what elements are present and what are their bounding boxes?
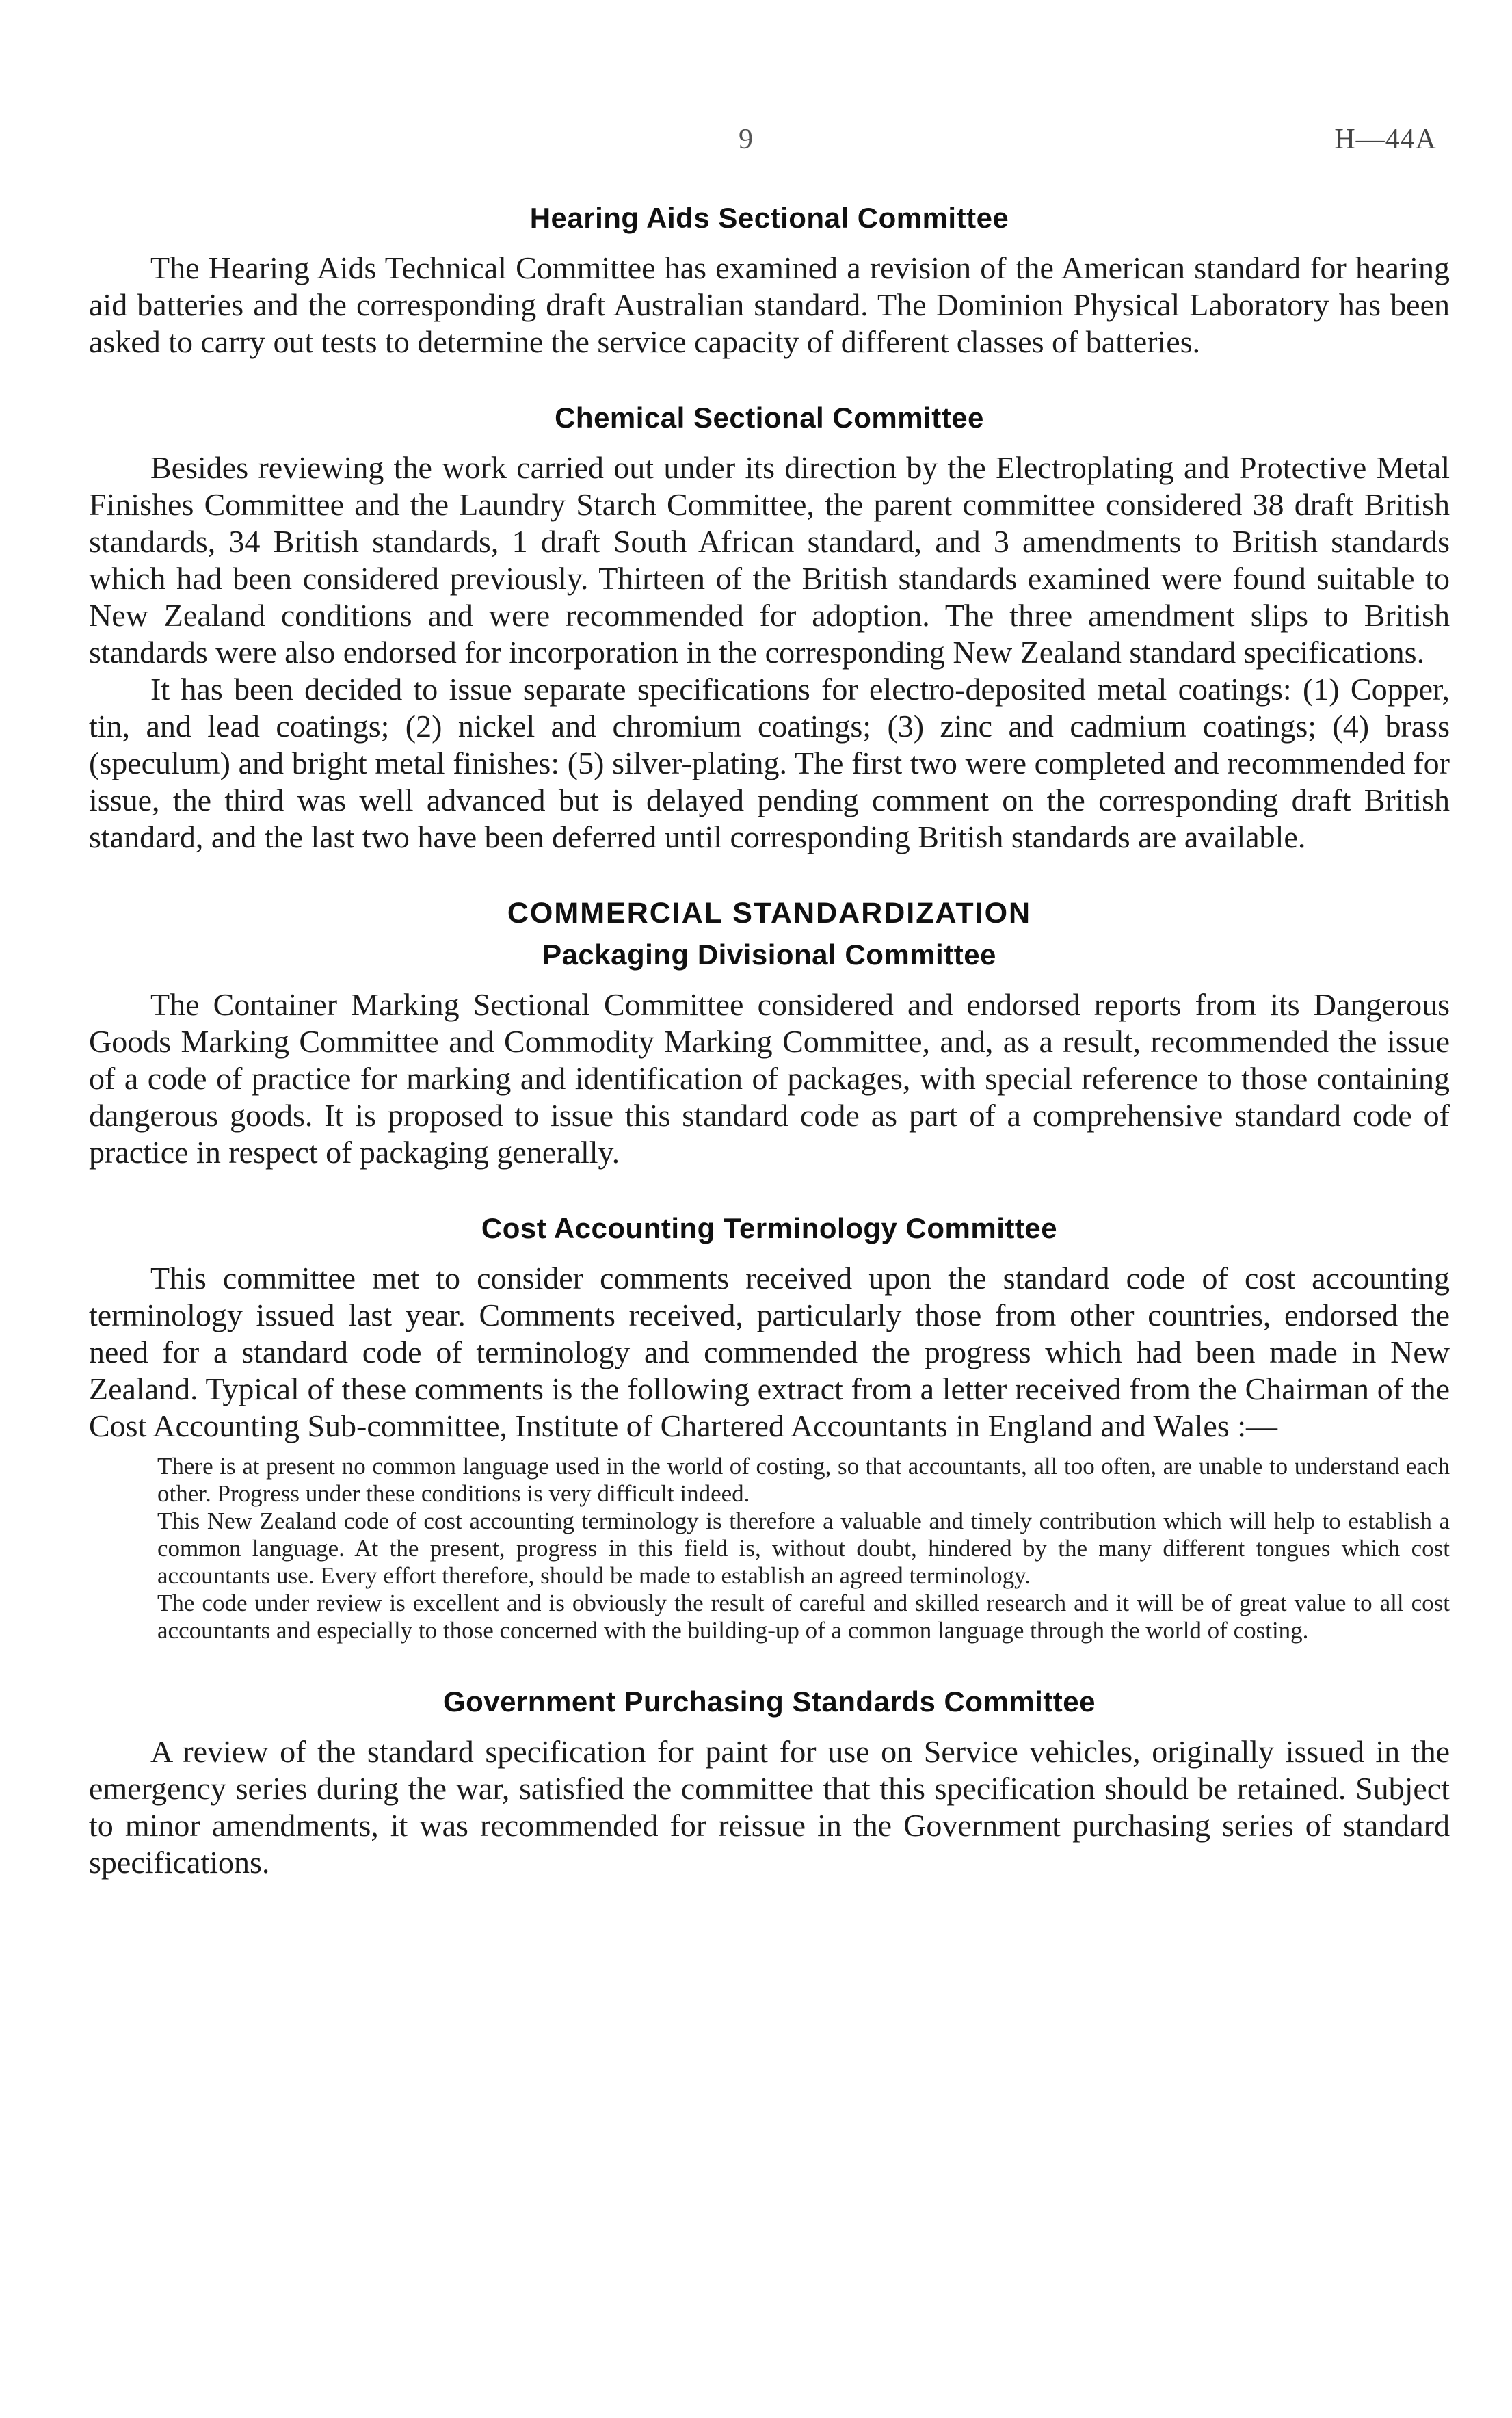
paragraph: It has been decided to issue separate specifications for electro-deposited metal coatings: (1) Copper, tin, and lead coatings; (2) nickel and chromium coatings; (3) zinc and cadmium coatings; (4) brass (speculum) and bright metal finishes: (5) silver-plating. The first two were completed and recommended for issue, the third was well advanced but is delayed pending comment on the corresponding draft British standard, and the last two have been deferred until corresponding British standards are available. [89,672,1450,854]
quoted-extract: This New Zealand code of cost accounting terminology is therefore a valuable and timely contribution which will help to establish a common language. At the present, progress in this field is, without doubt, hindered by the many different tongues which cost accountants use. Every effort therefore, should be made to establish an agreed terminology. [157,1508,1450,1589]
document-reference: H—44A [1334,124,1437,155]
section-heading-chemical: Chemical Sectional Committee [555,402,984,434]
paragraph: Besides reviewing the work carried out under its direction by the Electroplating and Protective Metal Finishes Committee and the Laundry Starch Committee, the parent committee considered 38 draft British standards, 34 British standards, 1 draft South African standard, and 3 amendments to British standards which had been considered previously. Thirteen of the British standards examined were found suitable to New Zealand conditions and were recommended for adoption. The three amendment slips to British standards were also endorsed for incorporation in the corresponding New Zealand standard specifications. [89,450,1450,670]
section-heading-packaging: Packaging Divisional Committee [542,938,996,971]
section-heading-government-purchasing: Government Purchasing Standards Committee [442,1685,1096,1718]
section-heading-cost-accounting: Cost Accounting Terminology Committee [481,1212,1058,1244]
page-number: 9 [739,124,753,155]
paragraph: The Hearing Aids Technical Committee has examined a revision of the American standard for hearing aid batteries and the corresponding draft Australian standard. The Dominion Physical Laboratory has been asked to carry out tests to determine the service capacity of different classes of batteries. [89,250,1450,359]
paragraph: The Container Marking Sectional Committee considered and endorsed reports from its Dangerous Goods Marking Committee and Commodity Marking Committee, and, as a result, recommended the issue of a code of practice for marking and identification of packages, with special reference to those containing dangerous goods. It is proposed to issue this standard code as part of a comprehensive standard code of practice in respect of packaging generally. [89,987,1450,1170]
paragraph: A review of the standard specification for paint for use on Service vehicles, originally issued in the emergency series during the war, satisfied the committee that this specification should be retained. Subject to minor amendments, it was recommended for reissue in the Government purchasing series of standard specifications. [89,1734,1450,1880]
page-content [89,202,1450,1881]
quoted-extract: There is at present no common language used in the world of costing, so that accountants, all too often, are unable to understand each other. Progress under these conditions is very difficult indeed. [157,1453,1450,1507]
major-heading-commercial-standardization: COMMERCIAL STANDARDIZATION [507,897,1032,930]
page-header [0,123,1512,164]
paragraph: This committee met to consider comments received upon the standard code of cost accounting terminology issued last year. Comments received, particularly those from other countries, endorsed the need for a standard code of terminology and commended the progress which had been made in New Zealand. Typical of these comments is the following extract from a letter received from the Chairman of the Cost Accounting Sub-committee, Institute of Chartered Accountants in England and Wales :— [89,1261,1450,1443]
section-heading-hearing-aids: Hearing Aids Sectional Committee [529,202,1009,234]
quoted-extract: The code under review is excellent and is obviously the result of careful and skilled research and it will be of great value to all cost accountants and especially to those concerned with the building-up of a common language through the world of costing. [157,1590,1450,1644]
